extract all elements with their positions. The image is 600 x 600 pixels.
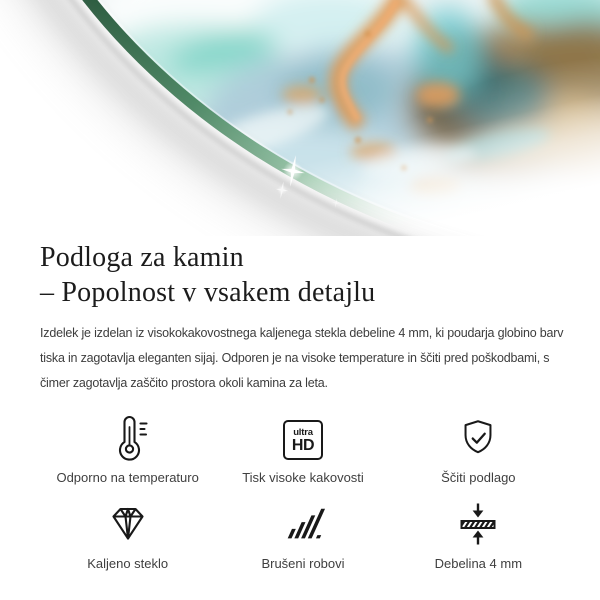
diamond-icon xyxy=(104,498,152,548)
feature-temperature-resistant xyxy=(56,412,198,486)
ultra-hd-icon-text-bottom: HD xyxy=(291,436,315,454)
thermometer-icon xyxy=(104,412,152,462)
feature-label: Odporno na temperaturo xyxy=(56,470,199,485)
feature-protects-surface xyxy=(441,412,515,486)
feature-label: Debelina 4 mm xyxy=(434,556,523,571)
title-line-1: Podloga za kamin xyxy=(40,242,244,273)
feature-label: Brušeni robovi xyxy=(261,556,345,571)
ultra-hd-icon-text-top: ultra xyxy=(293,426,313,438)
feature-tempered-glass xyxy=(87,498,168,572)
feature-label: Ščiti podlago xyxy=(441,470,516,485)
product-image xyxy=(0,0,600,236)
ultra-hd-icon xyxy=(283,412,323,462)
feature-thickness xyxy=(435,498,522,572)
feature-label: Tisk visoke kakovosti xyxy=(242,470,364,485)
glass-pad-illustration xyxy=(0,0,600,236)
product-description: Izdelek je izdelan iz visokokakovostnega kaljenega stekla debeline 4 mm, ki poudarja globino barv tiska in zagotavlja eleganten sijaj. Odporen je na visoke temperature in ščiti pred poškodbami, s čimer zagotavlja zaščito prostora okoli kamina za leta. xyxy=(40,326,564,390)
features-grid xyxy=(40,412,566,572)
thickness-icon xyxy=(454,498,502,548)
page-title xyxy=(40,240,566,310)
shield-check-icon xyxy=(455,412,501,462)
feature-label: Kaljeno steklo xyxy=(87,556,169,571)
product-text-block xyxy=(0,240,600,572)
feature-print-quality xyxy=(242,412,364,486)
feature-ground-edges xyxy=(261,498,344,572)
title-line-2: – Popolnost v vsakem detajlu xyxy=(40,277,376,308)
brushed-edges-icon xyxy=(280,498,326,548)
